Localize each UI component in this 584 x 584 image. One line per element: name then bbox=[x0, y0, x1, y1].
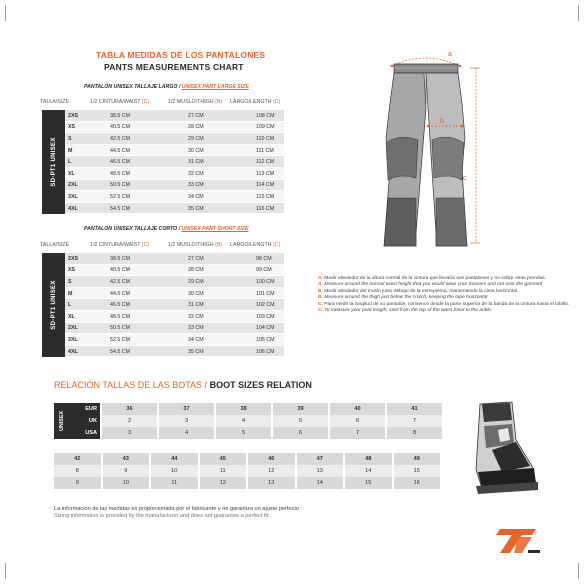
measure-cell: 102 CM bbox=[256, 302, 275, 309]
table-row bbox=[42, 288, 284, 300]
large-subtitle-es: PANTALÓN UNISEX TALLAJE LARGO / bbox=[84, 84, 181, 90]
measure-cell: 105 CM bbox=[256, 336, 275, 343]
measure-cell: 106 CM bbox=[256, 348, 275, 355]
boot-size-cell: 46 bbox=[248, 453, 295, 465]
boot-size-cell: 14 bbox=[345, 465, 392, 477]
measure-cell: 38.5 CM bbox=[110, 255, 131, 262]
boot-size-cell: 11 bbox=[200, 465, 247, 477]
boot-size-cell: 36 bbox=[102, 403, 157, 415]
measure-cell: 38.5 CM bbox=[110, 112, 131, 119]
boot-size-cell: 13 bbox=[248, 477, 295, 489]
size-cell: 3XL bbox=[68, 193, 78, 200]
note-item: B. Measure around the thigh just below the crotch, keeping the tape horizontal bbox=[318, 295, 488, 301]
boot-size-cell: 16 bbox=[394, 477, 441, 489]
size-cell: XS bbox=[68, 124, 76, 131]
boot-size-cell: 2 bbox=[102, 415, 157, 427]
measure-cell: 52.5 CM bbox=[110, 193, 131, 200]
boot-sizes-title: RELACIÓN TALLAS DE LAS BOTAS / BOOT SIZES RELATION bbox=[54, 380, 312, 390]
boot-row bbox=[54, 415, 444, 427]
table-row bbox=[42, 299, 284, 311]
boot-side-label: UNISEX bbox=[54, 403, 70, 439]
chart-title-es: TABLA MEDIDAS DE LOS PANTALONES bbox=[96, 50, 266, 60]
measure-cell: 101 CM bbox=[256, 290, 275, 297]
measure-cell: 31 CM bbox=[188, 159, 204, 166]
measure-cell: 109 CM bbox=[256, 124, 275, 131]
short-size-table bbox=[42, 253, 284, 357]
boot-size-cell: 8 bbox=[387, 427, 442, 439]
measure-cell: 116 CM bbox=[256, 205, 275, 212]
boot-size-cell: 15 bbox=[394, 465, 441, 477]
table-row bbox=[42, 110, 284, 122]
measurement-notes bbox=[318, 276, 578, 315]
boot-size-cell: 8 bbox=[54, 465, 101, 477]
boot-size-cell: 5 bbox=[273, 415, 328, 427]
table-row bbox=[42, 311, 284, 323]
brand-logo bbox=[492, 523, 544, 557]
boot-row bbox=[54, 477, 444, 489]
size-cell: 2XL bbox=[68, 182, 78, 189]
table-row bbox=[42, 122, 284, 134]
table-row bbox=[42, 191, 284, 203]
measure-cell: 52.5 CM bbox=[110, 336, 131, 343]
large-subtitle-en: UNISEX PANT LARGE SIZE bbox=[181, 84, 249, 90]
table-row bbox=[42, 180, 284, 192]
boot-size-cell: 6 bbox=[273, 427, 328, 439]
boot-size-cell: 4 bbox=[159, 427, 214, 439]
boot-size-cell: 40 bbox=[330, 403, 385, 415]
boot-row-label: UK bbox=[70, 415, 100, 427]
boot-size-cell: 6 bbox=[330, 415, 385, 427]
pants-diagram bbox=[370, 48, 490, 263]
measure-cell: 113 CM bbox=[256, 170, 275, 177]
boot-row bbox=[54, 465, 444, 477]
table-row bbox=[42, 168, 284, 180]
table-row bbox=[42, 346, 284, 358]
measure-cell: 30 CM bbox=[188, 147, 204, 154]
measure-cell: 28 CM bbox=[188, 124, 204, 131]
size-cell: S bbox=[68, 278, 72, 285]
label-b: b bbox=[440, 118, 444, 125]
boot-image bbox=[462, 400, 542, 496]
boot-size-cell: 39 bbox=[273, 403, 328, 415]
boot-size-cell: 11 bbox=[151, 477, 198, 489]
measure-cell: 48.5 CM bbox=[110, 313, 131, 320]
size-cell: 2XS bbox=[68, 112, 79, 119]
boot-size-cell: 12 bbox=[248, 465, 295, 477]
header-length: LARGO/LENGTH (C) bbox=[230, 99, 281, 105]
boot-size-cell: 13 bbox=[297, 465, 344, 477]
boot-size-cell: 3 bbox=[159, 415, 214, 427]
boot-size-cell: 3 bbox=[102, 427, 157, 439]
large-size-table bbox=[42, 110, 284, 214]
chart-title-en: PANTS MEASUREMENTS CHART bbox=[104, 62, 244, 72]
measure-cell: 103 CM bbox=[256, 313, 275, 320]
measure-cell: 46.5 CM bbox=[110, 302, 131, 309]
corner-mark bbox=[5, 5, 6, 21]
note-item: A. Medir alrededor de la altura normal de la cintura que llevaría sus pantalones y no sobre otras prendas. bbox=[318, 276, 547, 281]
measure-cell: 30 CM bbox=[188, 290, 204, 297]
boot-size-cell: 38 bbox=[216, 403, 271, 415]
measure-cell: 42.5 CM bbox=[110, 135, 131, 142]
boot-size-cell: 14 bbox=[297, 477, 344, 489]
boot-size-cell: 41 bbox=[387, 403, 442, 415]
size-cell: 4XL bbox=[68, 348, 78, 355]
boot-row bbox=[54, 453, 444, 465]
size-cell: 4XL bbox=[68, 205, 78, 212]
size-cell: 2XS bbox=[68, 255, 79, 262]
size-cell: M bbox=[68, 290, 73, 297]
header-size: TALLA/SIZE bbox=[40, 242, 70, 248]
measure-cell: 34 CM bbox=[188, 336, 204, 343]
measure-cell: 29 CM bbox=[188, 278, 204, 285]
boot-size-cell: 49 bbox=[394, 453, 441, 465]
footer-disclaimer-en: Sizing information is provided by the manufacturer and does not guarantee a perfect fit. bbox=[54, 513, 270, 519]
size-cell: M bbox=[68, 147, 73, 154]
measure-cell: 32 CM bbox=[188, 170, 204, 177]
boot-size-cell: 43 bbox=[103, 453, 150, 465]
measure-cell: 44.5 CM bbox=[110, 147, 131, 154]
measure-cell: 33 CM bbox=[188, 182, 204, 189]
measure-cell: 100 CM bbox=[256, 278, 275, 285]
boot-row-label: USA bbox=[70, 427, 100, 439]
size-cell: XL bbox=[68, 170, 75, 177]
boot-size-cell: 9 bbox=[103, 465, 150, 477]
measure-cell: 98 CM bbox=[256, 255, 272, 262]
measure-cell: 40.5 CM bbox=[110, 124, 131, 131]
header-thigh: 1/2 MUSLO/THIGH (B) bbox=[168, 99, 223, 105]
measure-cell: 112 CM bbox=[256, 159, 275, 166]
measure-cell: 27 CM bbox=[188, 112, 204, 119]
header-size: TALLA/SIZE bbox=[40, 99, 70, 105]
boot-row-label: EUR bbox=[70, 403, 100, 415]
boot-size-cell: 42 bbox=[54, 453, 101, 465]
short-size-subtitle bbox=[84, 226, 249, 232]
size-cell: S bbox=[68, 135, 72, 142]
boot-size-cell: 10 bbox=[103, 477, 150, 489]
boot-bottom-table bbox=[54, 453, 444, 491]
measure-cell: 54.5 CM bbox=[110, 348, 131, 355]
measure-cell: 99 CM bbox=[256, 267, 272, 274]
note-item: B. Medir alrededor del muslo justo debajo de la entrepierna, manteniendo la cinta horizontal. bbox=[318, 288, 519, 294]
boot-row bbox=[54, 427, 444, 439]
measure-cell: 31 CM bbox=[188, 302, 204, 309]
boot-size-cell: 4 bbox=[216, 415, 271, 427]
footer-disclaimer-es: La información de las medidas es proporcionada por el fabricante y no garantiza un ajuste perfecto bbox=[54, 506, 300, 512]
boot-size-cell: 7 bbox=[330, 427, 385, 439]
corner-mark bbox=[578, 5, 579, 21]
size-cell: 2XL bbox=[68, 325, 78, 332]
header-thigh: 1/2 MUSLO/THIGH (B) bbox=[168, 242, 223, 248]
measure-cell: 50.5 CM bbox=[110, 325, 131, 332]
boot-row bbox=[54, 403, 444, 415]
note-item: A. Measure around the normal waist height that you would wear your trousers and not over the garment bbox=[318, 282, 543, 288]
boot-size-cell: 5 bbox=[216, 427, 271, 439]
short-subtitle-en: UNISEX PANT SHORT SIZE bbox=[181, 226, 249, 232]
measure-cell: 111 CM bbox=[256, 147, 274, 154]
measure-cell: 114 CM bbox=[256, 182, 275, 189]
measure-cell: 44.5 CM bbox=[110, 290, 131, 297]
table-row bbox=[42, 265, 284, 277]
measure-cell: 104 CM bbox=[256, 325, 275, 332]
table-row bbox=[42, 323, 284, 335]
boot-top-table bbox=[54, 403, 444, 441]
side-label: SD-PT1 UNISEX bbox=[42, 253, 65, 357]
size-cell: 3XL bbox=[68, 336, 78, 343]
measure-cell: 27 CM bbox=[188, 255, 204, 262]
note-item: C. To measure your pant length, start from the top of the waist band to the ankle. bbox=[318, 308, 493, 314]
label-a: a bbox=[448, 51, 452, 58]
note-item: C. Para medir la longitud de su pantalón, comience desde la parte superior de la banda de la cintura hasta el tobillo. bbox=[318, 301, 570, 307]
measure-cell: 34 CM bbox=[188, 193, 204, 200]
side-label: SD-PT1 UNISEX bbox=[42, 110, 65, 214]
measure-cell: 48.5 CM bbox=[110, 170, 131, 177]
label-c: c bbox=[463, 175, 467, 182]
boot-size-cell: 15 bbox=[345, 477, 392, 489]
logo-text: 7 bbox=[534, 531, 537, 537]
measure-cell: 42.5 CM bbox=[110, 278, 131, 285]
boot-size-cell: 10 bbox=[151, 465, 198, 477]
header-waist: 1/2 CINTURA/WAIST (C) bbox=[90, 99, 150, 105]
boot-size-cell: 47 bbox=[297, 453, 344, 465]
measure-cell: 50.5 CM bbox=[110, 182, 131, 189]
size-cell: L bbox=[68, 302, 72, 309]
large-size-subtitle bbox=[84, 84, 249, 90]
table-row bbox=[42, 253, 284, 265]
corner-mark bbox=[578, 563, 579, 579]
measure-cell: 32 CM bbox=[188, 313, 204, 320]
boot-size-cell: 12 bbox=[200, 477, 247, 489]
boot-size-cell: 44 bbox=[151, 453, 198, 465]
boot-size-cell: 7 bbox=[387, 415, 442, 427]
size-cell: XS bbox=[68, 267, 76, 274]
measure-cell: 108 CM bbox=[256, 112, 275, 119]
table-row bbox=[42, 276, 284, 288]
measure-cell: 29 CM bbox=[188, 135, 204, 142]
measure-cell: 35 CM bbox=[188, 205, 204, 212]
measure-cell: 110 CM bbox=[256, 135, 275, 142]
boot-size-cell: 45 bbox=[200, 453, 247, 465]
table-row bbox=[42, 156, 284, 168]
size-cell: XL bbox=[68, 313, 75, 320]
measure-cell: 46.5 CM bbox=[110, 159, 131, 166]
measure-cell: 28 CM bbox=[188, 267, 204, 274]
corner-mark bbox=[5, 563, 6, 579]
table-row bbox=[42, 203, 284, 215]
measure-cell: 54.5 CM bbox=[110, 205, 131, 212]
measure-cell: 115 CM bbox=[256, 193, 275, 200]
size-cell: L bbox=[68, 159, 72, 166]
boot-size-cell: 37 bbox=[159, 403, 214, 415]
boot-size-cell: 9 bbox=[54, 477, 101, 489]
table-row bbox=[42, 133, 284, 145]
measure-cell: 35 CM bbox=[188, 348, 204, 355]
header-length: LARGO/LENGTH (C) bbox=[230, 242, 281, 248]
boot-size-cell: 48 bbox=[345, 453, 392, 465]
measure-cell: 33 CM bbox=[188, 325, 204, 332]
table-row bbox=[42, 145, 284, 157]
short-subtitle-es: PANTALÓN UNISEX TALLAJE CORTO / bbox=[84, 226, 181, 232]
table-row bbox=[42, 334, 284, 346]
header-waist: 1/2 CINTURA/WAIST (C) bbox=[90, 242, 150, 248]
measure-cell: 40.5 CM bbox=[110, 267, 131, 274]
